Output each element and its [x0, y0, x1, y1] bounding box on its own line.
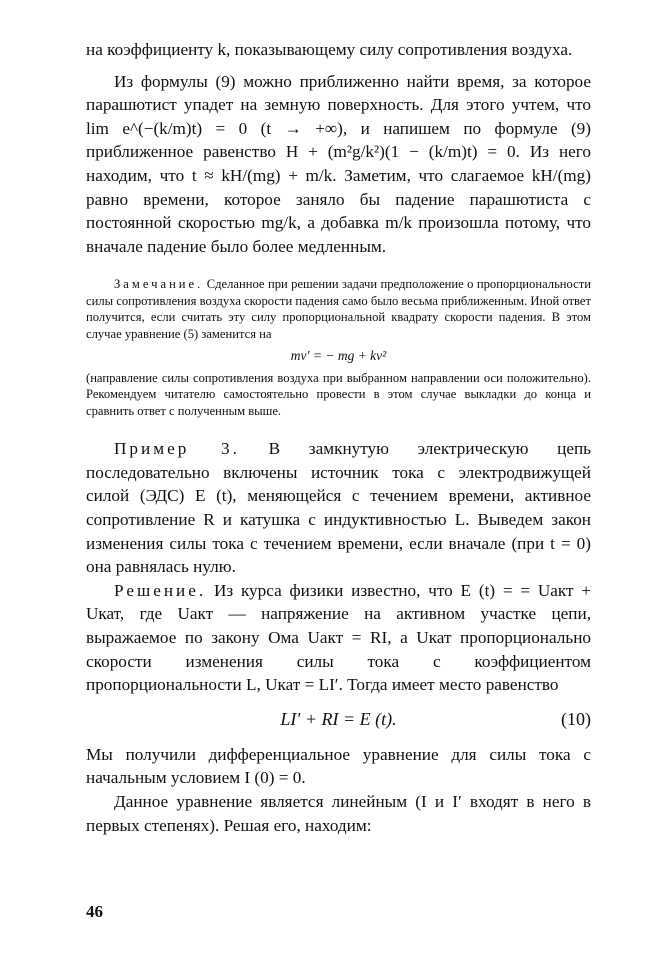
equation-number: (10): [561, 708, 591, 729]
paragraph-intro: на коэффициенту k, показывающему силу сопротивления воздуха.: [86, 40, 573, 59]
equation-text: LI′ + RI = E (t).: [280, 708, 397, 729]
page-body: [86, 38, 591, 837]
example-paragraph: [86, 437, 591, 579]
solution-text: Из курса физики известно, что E (t) = = Uакт + Uкат, где Uакт — напряжение на активном участке цепи, выражаемое по закону Ома Uакт = RI, а Uкат пропорционально скорости изменения силы тока с коэффициентом пропорциональности L, Uкат = LI′. Тогда имеет место равенство: [86, 580, 591, 695]
solution-paragraph: [86, 579, 591, 697]
paragraph-time-estimate: Из формулы (9) можно приближенно найти время, за которое парашютист упадет на земную поверхность. Для этого учтем, что lim e^(−(k/m)t) = 0 (t → +∞), и напишем по формуле (9) приближенное равенство H + (m²g/k²)(1 − (k/m)t) = 0. Из него находим, что t ≈ kH/(mg) + m/k. Заметим, что слагаемое kH/(mg) равно времени, которое заняло бы падение парашютиста с постоянной скоростью mg/k, а добавка m/k произошла потому, что вначале падение было более медленным.: [86, 71, 591, 256]
equation-10: [86, 705, 591, 733]
paragraph-linear: Данное уравнение является линейным (I и I′ входят в него в первых степенях). Решая его, находим:: [86, 791, 591, 835]
paragraph-after-equation: Мы получили дифференциальное уравнение для силы тока с начальным условием I (0) = 0.: [86, 744, 591, 788]
example-text: В замкнутую электрическую цепь последовательно включены источник тока с электродвижущей силой (ЭДС) E (t), меняющейся с течением времени, активное сопротивление R и катушка с индуктивностью L. Выведем закон изменения силы тока с течением времени, если вначале (при t = 0) она равнялась нулю.: [86, 439, 592, 577]
example-label: Пример 3.: [114, 439, 240, 459]
note-label: Замечание.: [114, 277, 204, 292]
note-continuation: (направление силы сопротивления воздуха при выбранном направлении оси положительно). Рекомендуем читателю самостоятельно провести в этом случае выкладки до конца и сравнить ответ с полученным выше.: [86, 370, 591, 418]
note-formula: mv′ = − mg + kv²: [290, 347, 387, 363]
note-text: Сделанное при решении задачи предположение о пропорциональности силы сопротивления воздуха скорости падения само было весьма приближенным. Иной ответ получится, если считать эту силу пропорциональной квадрату скорости падения. В этом случае уравнение (5) заменится на: [86, 277, 591, 341]
page-number: 46: [86, 902, 103, 921]
note-paragraph: [86, 276, 591, 342]
solution-label: Решение.: [114, 580, 207, 600]
